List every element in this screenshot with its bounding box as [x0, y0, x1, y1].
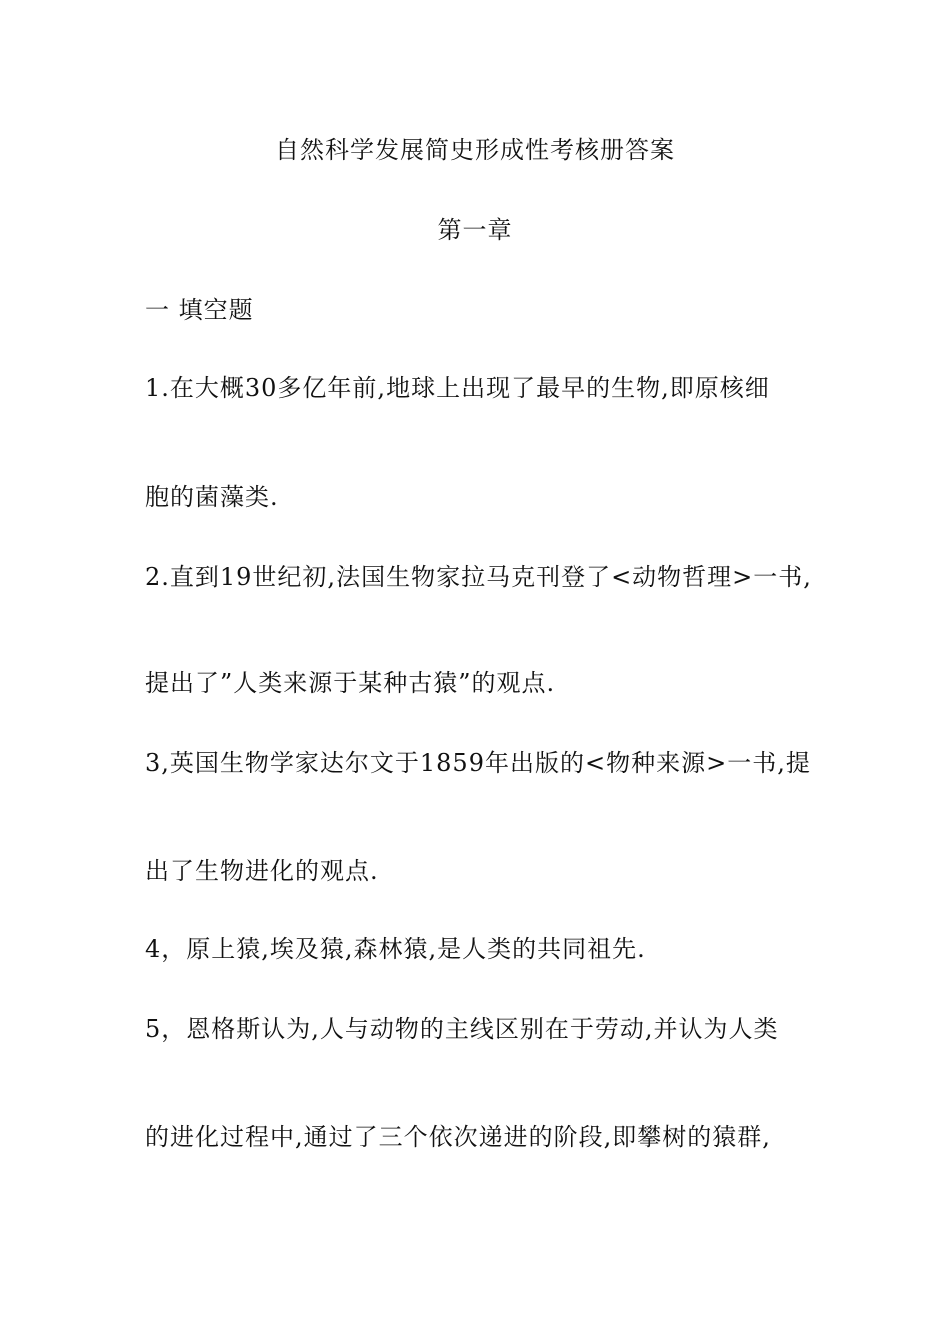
- paragraph-line: 的进化过程中,通过了三个依次递进的阶段,即攀树的猿群,: [145, 1123, 771, 1151]
- paragraph-line: 提出了”人类来源于某种古猿”的观点.: [145, 669, 556, 697]
- paragraph-line: 2.直到19世纪初,法国生物家拉马克刊登了<动物哲理>一书,: [145, 563, 812, 591]
- paragraph-line: 1.在大概30多亿年前,地球上出现了最早的生物,即原核细: [145, 374, 770, 402]
- section-heading: 一 填空题: [145, 296, 254, 324]
- paragraph-line: 3,英国生物学家达尔文于1859年出版的<物种来源>一书,提: [145, 749, 811, 777]
- paragraph-line: 5，恩格斯认为,人与动物的主线区别在于劳动,并认为人类: [145, 1015, 779, 1043]
- chapter-heading: 第一章: [437, 216, 513, 244]
- paragraph-line: 胞的菌藻类.: [145, 483, 279, 511]
- paragraph-line: 4，原上猿,埃及猿,森林猿,是人类的共同祖先.: [145, 935, 646, 963]
- document-title: 自然科学发展简史形成性考核册答案: [275, 136, 675, 164]
- paragraph-line: 出了生物进化的观点.: [145, 857, 379, 885]
